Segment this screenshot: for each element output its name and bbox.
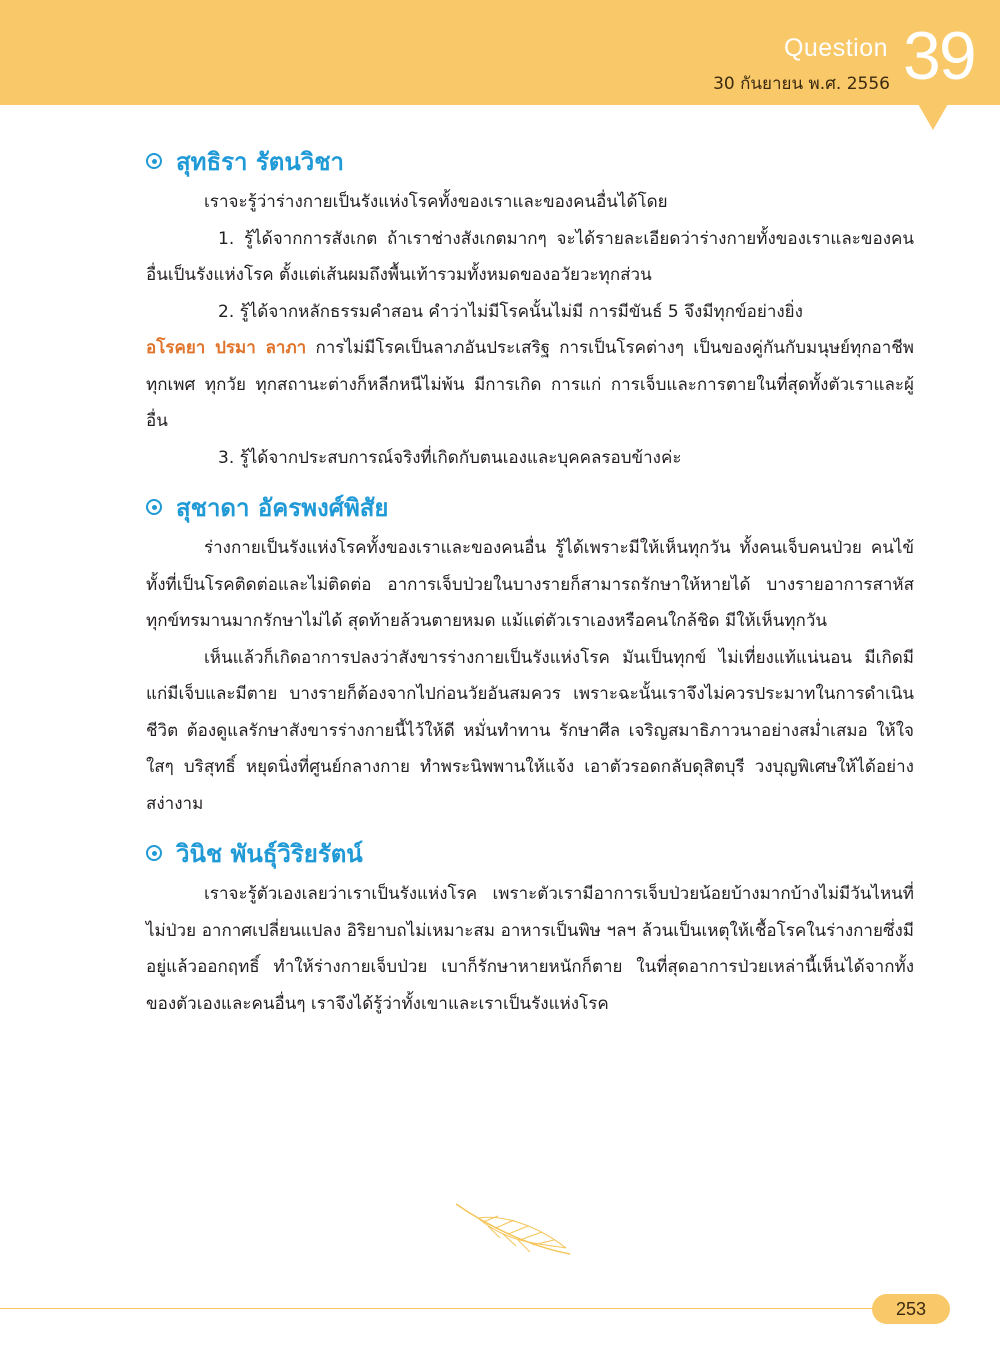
footer-rule xyxy=(0,1308,890,1309)
author-name: วินิช พันธุ์วิริยรัตน์ xyxy=(176,839,363,868)
ring-bullet-icon xyxy=(146,499,162,515)
answer-section xyxy=(146,140,914,476)
ring-bullet-icon xyxy=(146,845,162,861)
answer-section xyxy=(146,486,914,822)
answer-section xyxy=(146,832,914,1022)
main-content xyxy=(146,140,914,1032)
paragraph: 3. รู้ได้จากประสบการณ์จริงที่เกิดกับตนเองและบุคคลรอบข้างค่ะ xyxy=(218,447,682,468)
author-name: สุชาดา อัครพงศ์พิสัย xyxy=(176,493,389,522)
answer-author xyxy=(146,140,914,182)
paragraph: เราจะรู้ตัวเองเลยว่าเราเป็นรังแห่งโรค เพราะตัวเรามีอาการเจ็บป่วยน้อยบ้างมากบ้างไม่มีวันไหนที่ไม่ป่วย อากาศเปลี่ยนแปลง อิริยาบถไม่เหมาะสม อาหารเป็นพิษ ฯลฯ ล้วนเป็นเหตุให้เชื้อโรคในร่างกายซึ่งมีอยู่แล้วออกฤทธิ์ ทำให้ร่างกายเจ็บป่วย เบาก็รักษาหายหนักก็ตาย ในที่สุดอาการป่วยเหล่านี้เห็นได้จากทั้งของตัวเองและคนอื่นๆ เราจึงได้รู้ว่าทั้งเขาและเราเป็นรังแห่งโรค xyxy=(146,884,914,1014)
paragraph: เห็นแล้วก็เกิดอาการปลงว่าสังขารร่างกายเป็นรังแห่งโรค มันเป็นทุกข์ ไม่เที่ยงแท้แน่นอน มีเกิดมีแก่มีเจ็บและมีตาย บางรายก็ต้องจากไปก่อนวัยอันสมควร เพราะฉะนั้นเราจึงไม่ควรประมาทในการดำเนินชีวิต ต้องดูแลรักษาสังขารร่างกายนี้ไว้ให้ดี หมั่นทำทาน รักษาศีล เจริญสมาธิภาวนาอย่างสม่ำเสมอ ให้ใจใสๆ บริสุทธิ์ หยุดนิ่งที่ศูนย์กลางกาย ทำพระนิพพานให้แจ้ง เอาตัวรอดกลับดุสิตบุรี วงบุญพิเศษให้ได้อย่างสง่างาม xyxy=(146,647,914,814)
answer-author xyxy=(146,486,914,528)
highlight-phrase: อโรคยา ปรมา ลาภา xyxy=(146,338,307,358)
author-name: สุทธิรา รัตนวิชา xyxy=(176,147,344,176)
question-date: 30 กันยายน พ.ศ. 2556 xyxy=(713,74,890,94)
header-tab-pointer xyxy=(918,104,948,130)
answer-author xyxy=(146,832,914,874)
question-number: 39 xyxy=(903,18,975,94)
page-number: 253 xyxy=(872,1294,950,1324)
ring-bullet-icon xyxy=(146,153,162,169)
paragraph: เราจะรู้ว่าร่างกายเป็นรังแห่งโรคทั้งของเราและของคนอื่นได้โดย xyxy=(204,192,668,212)
paragraph-text: การไม่มีโรคเป็นลาภอันประเสริฐ การเป็นโรคต่างๆ เป็นของคู่กันกับมนุษย์ทุกอาชีพ ทุกเพศ ทุกวัย ทุกสถานะต่างก็หลีกหนีไม่พ้น มีการเกิด การแก่ การเจ็บและการตายในที่สุดทั้งตัวเราและผู้อื่น xyxy=(146,338,914,431)
feather-ornament-icon xyxy=(448,1196,578,1266)
paragraph: 2. รู้ได้จากหลักธรรมคำสอน คำว่าไม่มีโรคนั้นไม่มี การมีขันธ์ 5 จึงมีทุกข์อย่างยิ่ง xyxy=(218,301,803,322)
paragraph: 1. รู้ได้จากการสังเกต ถ้าเราช่างสังเกตมากๆ จะได้รายละเอียดว่าร่างกายทั้งของเราและของคนอื่นเป็นรังแห่งโรค ตั้งแต่เส้นผมถึงพื้นเท้ารวมทั้งหมดของอวัยวะทุกส่วน xyxy=(146,228,914,285)
paragraph xyxy=(146,330,914,440)
question-label: Question xyxy=(783,34,888,62)
paragraph: ร่างกายเป็นรังแห่งโรคทั้งของเราและของคนอื่น รู้ได้เพราะมีให้เห็นทุกวัน ทั้งคนเจ็บคนป่วย คนไข้ ทั้งที่เป็นโรคติดต่อและไม่ติดต่อ อาการเจ็บป่วยในบางรายก็สามารถรักษาให้หายได้ บางรายอาการสาหัสทุกข์ทรมานมากรักษาไม่ได้ สุดท้ายล้วนตายหมด แม้แต่ตัวเราเองหรือคนใกล้ชิด มีให้เห็นทุกวัน xyxy=(146,538,914,631)
